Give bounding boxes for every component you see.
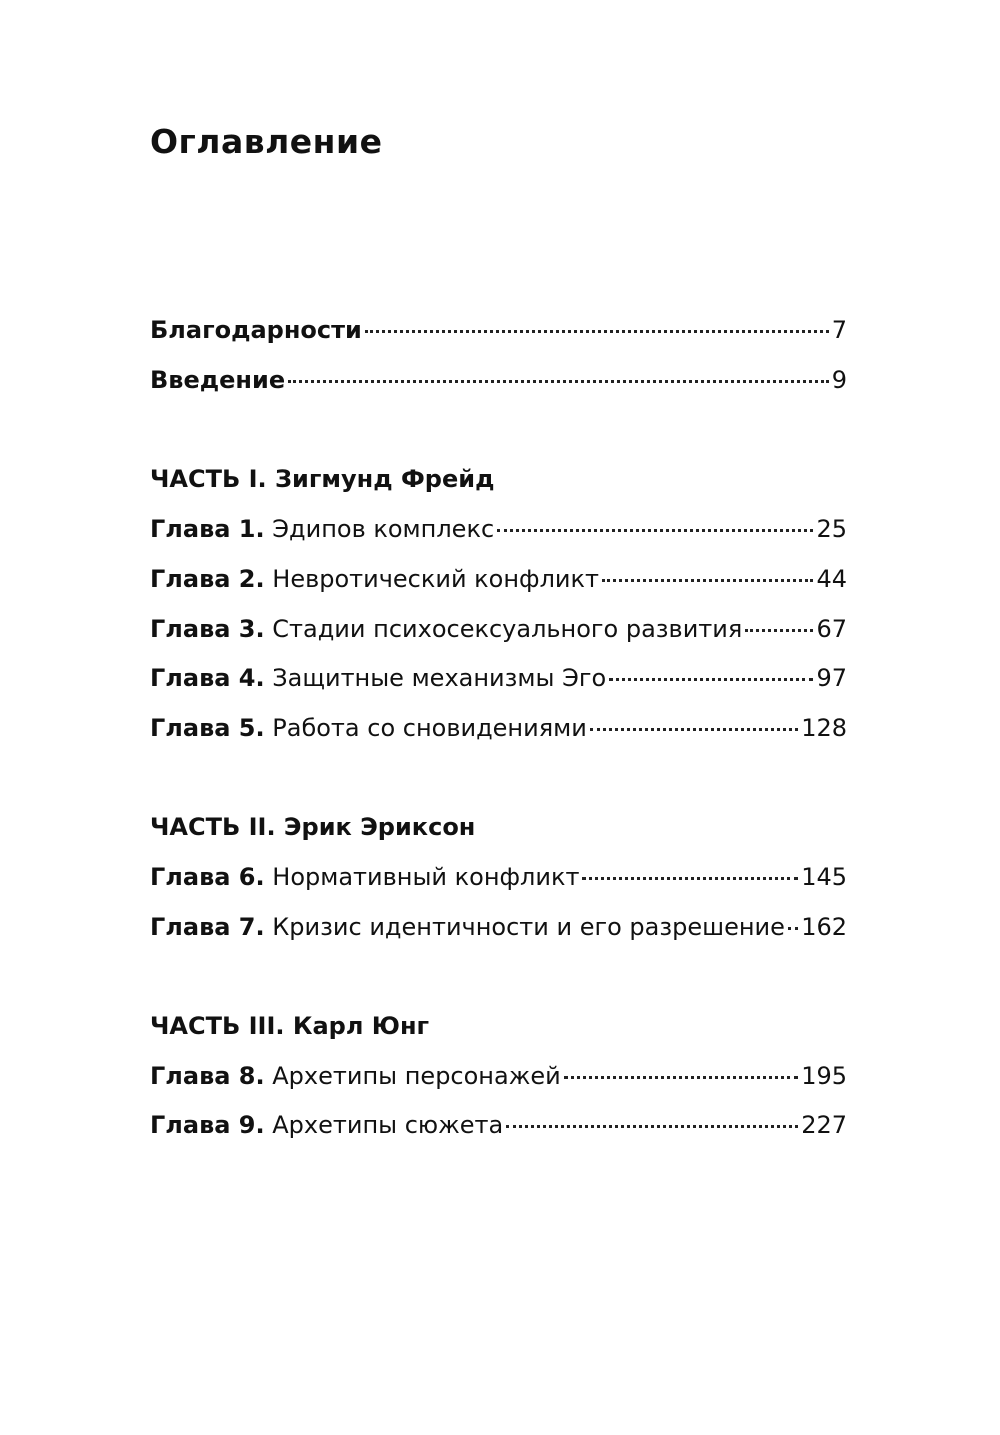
toc-page-number: 25 — [816, 515, 847, 543]
toc-entry-chapter-9[interactable] — [150, 1108, 847, 1142]
chapter-prefix: Глава 5. — [150, 714, 265, 742]
chapter-prefix: Глава 9. — [150, 1111, 265, 1139]
chapter-title: Нормативный конфликт — [272, 863, 580, 891]
dot-leader — [506, 1125, 798, 1128]
chapter-title: Кризис идентичности и его разрешение — [272, 913, 785, 941]
toc-page-number: 9 — [831, 366, 847, 394]
toc-page-number: 7 — [831, 316, 847, 344]
page-title: Оглавление — [150, 122, 383, 161]
toc-entry-chapter-6[interactable] — [150, 860, 847, 894]
dot-leader — [497, 529, 813, 532]
chapter-prefix: Глава 6. — [150, 863, 265, 891]
dot-leader — [564, 1076, 799, 1079]
dot-leader — [365, 330, 829, 333]
toc-page-number: 162 — [801, 913, 847, 941]
toc-entry-chapter-2[interactable] — [150, 562, 847, 596]
dot-leader — [590, 728, 798, 731]
part-heading-1: ЧАСТЬ I. Зигмунд Фрейд — [150, 465, 495, 493]
dot-leader — [745, 629, 813, 632]
chapter-title: Стадии психосексуального развития — [272, 615, 743, 643]
toc-page-number: 195 — [801, 1062, 847, 1090]
toc-entry-chapter-8[interactable] — [150, 1059, 847, 1093]
chapter-prefix: Глава 7. — [150, 913, 265, 941]
dot-leader — [609, 678, 813, 681]
toc-entry-acknowledgements[interactable] — [150, 313, 847, 347]
dot-leader — [788, 927, 798, 930]
toc-page-number: 97 — [816, 664, 847, 692]
chapter-title: Архетипы сюжета — [272, 1111, 504, 1139]
toc-entry-chapter-3[interactable] — [150, 612, 847, 646]
toc-entry-chapter-4[interactable] — [150, 661, 847, 695]
chapter-title: Защитные механизмы Эго — [272, 664, 607, 692]
chapter-title: Невротический конфликт — [272, 565, 599, 593]
toc-entry-chapter-5[interactable] — [150, 711, 847, 745]
chapter-title: Архетипы персонажей — [272, 1062, 561, 1090]
part-heading-2: ЧАСТЬ II. Эрик Эриксон — [150, 813, 476, 841]
toc-entry-chapter-1[interactable] — [150, 512, 847, 546]
toc-entry-introduction[interactable] — [150, 363, 847, 397]
toc-entry-chapter-7[interactable] — [150, 910, 847, 944]
chapter-title: Эдипов комплекс — [272, 515, 495, 543]
dot-leader — [288, 380, 829, 383]
chapter-prefix: Глава 1. — [150, 515, 265, 543]
part-heading-3: ЧАСТЬ III. Карл Юнг — [150, 1012, 430, 1040]
dot-leader — [602, 579, 813, 582]
chapter-prefix: Глава 3. — [150, 615, 265, 643]
toc-page-number: 44 — [816, 565, 847, 593]
dot-leader — [582, 877, 798, 880]
toc-entry-label: Благодарности — [150, 316, 362, 344]
chapter-prefix: Глава 8. — [150, 1062, 265, 1090]
toc-entry-label: Введение — [150, 366, 286, 394]
chapter-title: Работа со сновидениями — [272, 714, 587, 742]
toc-page-number: 145 — [801, 863, 847, 891]
toc-page-number: 67 — [816, 615, 847, 643]
toc-page-number: 128 — [801, 714, 847, 742]
chapter-prefix: Глава 4. — [150, 664, 265, 692]
toc-page-number: 227 — [801, 1111, 847, 1139]
chapter-prefix: Глава 2. — [150, 565, 265, 593]
